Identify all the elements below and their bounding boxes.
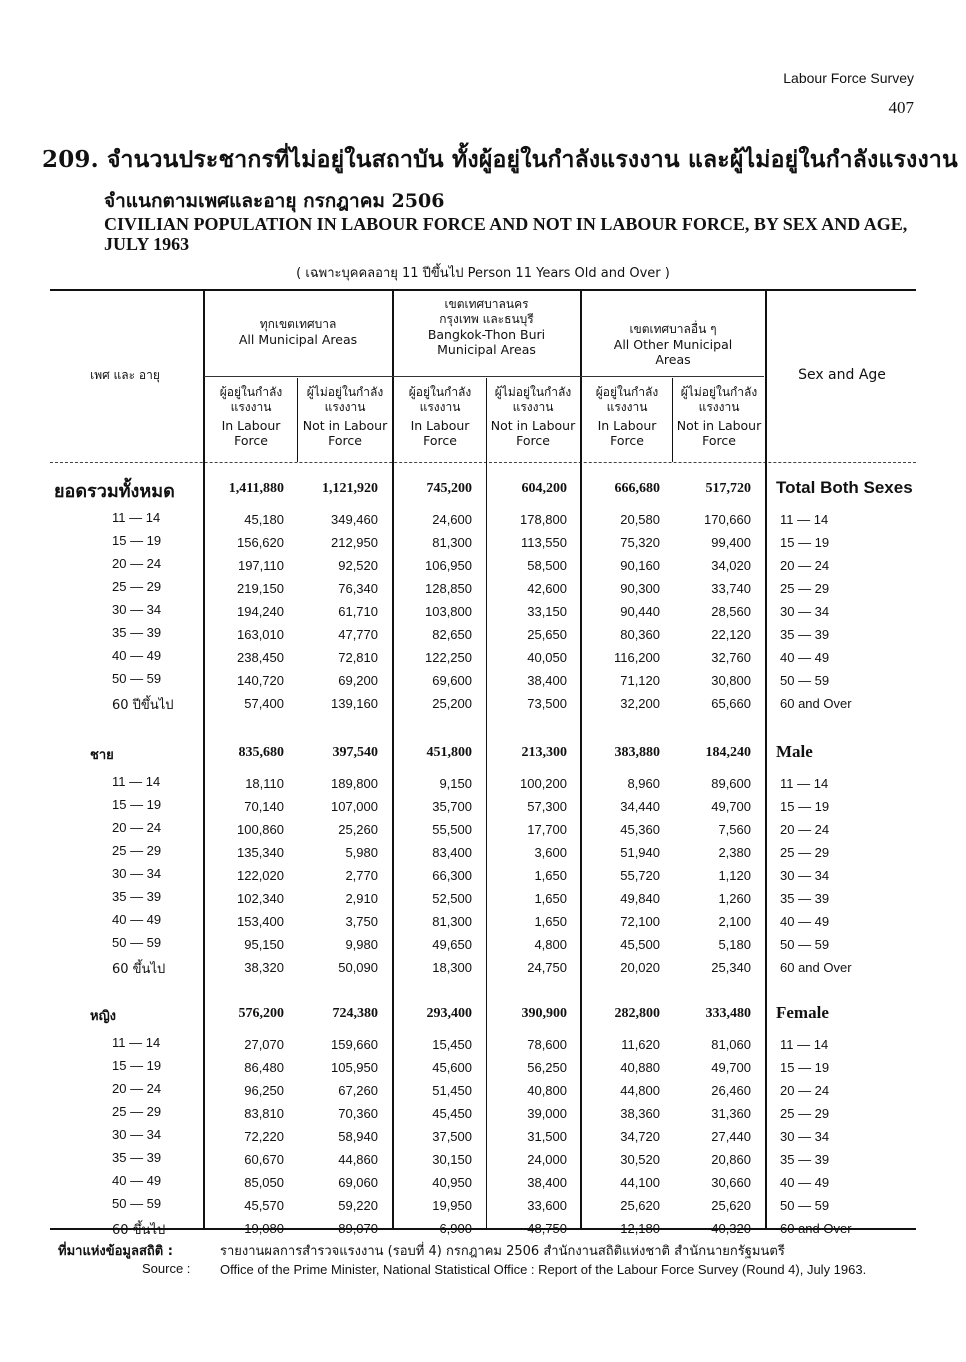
table-cell: 70,140 [244,799,284,814]
table-cell: 58,940 [338,1129,378,1144]
table-cell: 26,460 [711,1083,751,1098]
table-cell: 9,150 [439,776,472,791]
table-cell: 20,860 [711,1152,751,1167]
table-cell: 17,700 [527,822,567,837]
table-cell: 34,020 [711,558,751,573]
age-label-english: 40 — 49 [780,914,830,929]
table-cell: 78,600 [527,1037,567,1052]
table-cell: 38,320 [244,960,284,975]
table-cell: 44,800 [620,1083,660,1098]
table-cell: 72,220 [244,1129,284,1144]
table-cell: 30,800 [711,673,751,688]
table-cell: 71,120 [620,673,660,688]
table-cell: 32,200 [620,696,660,711]
table-cell: 34,720 [620,1129,660,1144]
group-underline [204,376,764,377]
table-cell: 8,960 [627,776,660,791]
age-label-thai: 11 — 14 [112,774,161,789]
age-label-english: 40 — 49 [780,1175,830,1190]
table-cell: 219,150 [237,581,284,596]
header-sex-age-thai: เพศ และ อายุ [90,368,160,382]
total-cell: 397,540 [332,745,378,760]
table-cell: 45,360 [620,822,660,837]
subheader-not-in-labour-force: ผู้ไม่อยู่ในกำลังแรงงาน Not in Labour Force [676,385,762,448]
table-cell: 6,900 [439,1221,472,1236]
age-label-english: 35 — 39 [780,891,830,906]
table-cell: 45,180 [244,512,284,527]
age-label-english: 35 — 39 [780,1152,830,1167]
table-cell: 238,450 [237,650,284,665]
table-cell: 51,940 [620,845,660,860]
table-cell: 28,560 [711,604,751,619]
group-header-all-municipal: ทุกเขตเทศบาล All Municipal Areas [238,317,358,347]
age-label-thai: 11 — 14 [112,510,161,525]
table-cell: 31,360 [711,1106,751,1121]
age-label-thai: 60 ขึ้นไป [112,962,166,977]
table-cell: 40,880 [620,1060,660,1075]
table-cell: 80,360 [620,627,660,642]
table-cell: 107,000 [331,799,378,814]
table-cell: 72,810 [338,650,378,665]
table-cell: 18,110 [245,776,284,791]
total-cell: 745,200 [426,481,472,496]
total-cell: 666,680 [614,481,660,496]
subheader-in-labour-force: ผู้อยู่ในกำลังแรงงาน In Labour Force [595,385,659,448]
table-cell: 69,060 [338,1175,378,1190]
age-label-thai: 40 — 49 [112,912,162,927]
table-cell: 4,800 [534,937,567,952]
table-title-thai: 209. จำนวนประชากรที่ไม่อยู่ในสถาบัน ทั้งผู้อยู่ในกำลังแรงงาน และผู้ไม่อยู่ในกำลังแรงงาน [42,146,958,173]
age-label-english: 30 — 34 [780,1129,830,1144]
age-label-thai: 15 — 19 [112,1058,162,1073]
table-cell: 2,380 [718,845,751,860]
table-cell: 33,600 [527,1198,567,1213]
table-cell: 89,600 [711,776,751,791]
table-cell: 128,850 [425,581,472,596]
age-label-english: 30 — 34 [780,868,830,883]
table-cell: 3,750 [345,914,378,929]
table-cell: 57,300 [527,799,567,814]
age-label-thai: 35 — 39 [112,889,162,904]
table-cell: 83,810 [244,1106,284,1121]
column-divider [765,291,767,1228]
table-cell: 58,500 [527,558,567,573]
age-label-thai: 25 — 29 [112,843,162,858]
age-label-thai: 30 — 34 [112,602,162,617]
age-label-thai: 11 — 14 [112,1035,161,1050]
age-label-english: 50 — 59 [780,673,830,688]
source-thai: รายงานผลการสำรวจแรงงาน (รอบที่ 4) กรกฎาคม 2506 สำนักงานสถิติแห่งชาติ สำนักนายกรัฐมนตรี [220,1244,785,1259]
table-cell: 33,150 [527,604,567,619]
total-cell: 835,680 [238,745,284,760]
table-cell: 90,160 [620,558,660,573]
age-label-thai: 25 — 29 [112,579,162,594]
age-label-thai: 50 — 59 [112,935,162,950]
table-cell: 122,020 [237,868,284,883]
subheader-not-in-labour-force: ผู้ไม่อยู่ในกำลังแรงงาน Not in Labour Force [302,385,388,448]
table-cell: 140,720 [237,673,284,688]
age-label-english: 20 — 24 [780,1083,830,1098]
table-cell: 81,300 [432,914,472,929]
age-label-english: 15 — 19 [780,799,830,814]
table-cell: 57,400 [244,696,284,711]
table-cell: 5,980 [345,845,378,860]
table-cell: 25,650 [527,627,567,642]
table-cell: 92,520 [338,558,378,573]
table-cell: 2,100 [718,914,751,929]
table-cell: 159,660 [331,1037,378,1052]
table-cell: 56,250 [527,1060,567,1075]
subheader-in-labour-force: ผู้อยู่ในกำลังแรงงาน In Labour Force [219,385,283,448]
table-cell: 15,450 [432,1037,472,1052]
table-cell: 55,720 [620,868,660,883]
table-cell: 67,260 [338,1083,378,1098]
age-label-thai: 35 — 39 [112,1150,162,1165]
total-cell: 333,480 [705,1006,751,1021]
table-cell: 9,980 [345,937,378,952]
table-cell: 39,000 [527,1106,567,1121]
table-cell: 60,670 [244,1152,284,1167]
table-cell: 40,800 [527,1083,567,1098]
table-cell: 194,240 [237,604,284,619]
age-label-english: 25 — 29 [780,581,830,596]
table-cell: 139,160 [331,696,378,711]
age-label-english: 20 — 24 [780,822,830,837]
table-cell: 12,180 [620,1221,660,1236]
age-label-thai: 25 — 29 [112,1104,162,1119]
table-cell: 48,750 [527,1221,567,1236]
table-cell: 44,860 [338,1152,378,1167]
total-cell: 1,411,880 [228,481,284,496]
table-cell: 61,710 [338,604,378,619]
table-cell: 31,500 [527,1129,567,1144]
header-sex-age-english: Sex and Age [798,367,886,383]
table-cell: 25,200 [432,696,472,711]
age-label-english: 25 — 29 [780,1106,830,1121]
table-cell: 1,260 [718,891,751,906]
table-cell: 73,500 [527,696,567,711]
age-label-thai: 50 — 59 [112,1196,162,1211]
total-cell: 213,300 [521,745,567,760]
table-cell: 24,750 [527,960,567,975]
table-cell: 2,910 [345,891,378,906]
table-cell: 1,120 [718,868,751,883]
table-cell: 11,620 [621,1037,660,1052]
table-cell: 5,180 [718,937,751,952]
age-label-thai: 40 — 49 [112,648,162,663]
table-cell: 189,800 [331,776,378,791]
table-cell: 27,440 [711,1129,751,1144]
age-label-english: 20 — 24 [780,558,830,573]
table-subtitle-thai: จำแนกตามเพศและอายุ กรกฎาคม 2506 [104,190,445,212]
table-cell: 25,340 [711,960,751,975]
table-cell: 45,570 [244,1198,284,1213]
section-label-thai: ชาย [90,748,114,763]
age-label-english: 60 and Over [780,696,852,711]
table-cell: 82,650 [432,627,472,642]
table-cell: 66,300 [432,868,472,883]
total-cell: 383,880 [614,745,660,760]
group-header-other-municipal: เขตเทศบาลอื่น ๆ All Other Municipal Areas [613,322,733,367]
table-cell: 81,300 [432,535,472,550]
total-cell: 282,800 [614,1006,660,1021]
table-cell: 105,950 [331,1060,378,1075]
table-cell: 20,020 [620,960,660,975]
table-cell: 89,070 [338,1221,378,1236]
subheader-not-in-labour-force: ผู้ไม่อยู่ในกำลังแรงงาน Not in Labour Force [490,385,576,448]
table-cell: 50,090 [338,960,378,975]
table-cell: 96,250 [244,1083,284,1098]
age-label-english: 60 and Over [780,960,852,975]
table-cell: 153,400 [237,914,284,929]
age-label-english: 30 — 34 [780,604,830,619]
table-cell: 212,950 [331,535,378,550]
age-label-thai: 60 ขึ้นไป [112,1223,166,1238]
table-cell: 51,450 [432,1083,472,1098]
table-cell: 44,100 [620,1175,660,1190]
age-label-thai: 15 — 19 [112,533,162,548]
total-cell: 451,800 [426,745,472,760]
source-label-thai: ที่มาแห่งข้อมูลสถิติ : [58,1244,173,1259]
table-cell: 90,300 [620,581,660,596]
group-header-bangkok: เขตเทศบาลนครกรุงเทพ และธนบุรี Bangkok-Thon Buri Municipal Areas [427,297,546,357]
table-cell: 156,620 [237,535,284,550]
table-cell: 45,500 [620,937,660,952]
table-cell: 27,070 [244,1037,284,1052]
table-cell: 99,400 [711,535,751,550]
total-cell: 390,900 [521,1006,567,1021]
table-cell: 20,580 [620,512,660,527]
table-cell: 178,800 [520,512,567,527]
section-label-thai: หญิง [90,1009,116,1024]
age-label-thai: 50 — 59 [112,671,162,686]
table-cell: 1,650 [534,891,567,906]
table-cell: 76,340 [338,581,378,596]
table-cell: 69,200 [338,673,378,688]
age-label-english: 40 — 49 [780,650,830,665]
section-label-english: Total Both Sexes [776,478,913,497]
subheader-in-labour-force: ผู้อยู่ในกำลังแรงงาน In Labour Force [408,385,472,448]
table-cell: 30,520 [620,1152,660,1167]
table-scope-note: ( เฉพาะบุคคลอายุ 11 ปีขึ้นไป Person 11 Years Old and Over ) [296,266,670,281]
table-cell: 7,560 [718,822,751,837]
age-label-thai: 15 — 19 [112,797,162,812]
table-cell: 33,740 [711,581,751,596]
age-label-english: 50 — 59 [780,1198,830,1213]
age-label-english: 15 — 19 [780,535,830,550]
table-cell: 25,620 [620,1198,660,1213]
running-header: Labour Force Survey [783,70,914,86]
table-cell: 59,220 [338,1198,378,1213]
table-cell: 38,400 [527,673,567,688]
table-cell: 49,840 [620,891,660,906]
table-cell: 90,440 [620,604,660,619]
table-cell: 85,050 [244,1175,284,1190]
total-cell: 576,200 [238,1006,284,1021]
section-label-english: Female [776,1003,829,1022]
section-label-thai: ยอดรวมทั้งหมด [54,481,175,502]
table-cell: 40,050 [527,650,567,665]
table-title-english: CIVILIAN POPULATION IN LABOUR FORCE AND NOT IN LABOUR FORCE, BY SEX AND AGE, JULY 1963 [104,214,908,254]
table-cell: 163,010 [237,627,284,642]
table-cell: 24,000 [527,1152,567,1167]
age-label-english: 15 — 19 [780,1060,830,1075]
table-cell: 81,060 [711,1037,751,1052]
table-cell: 86,480 [244,1060,284,1075]
table-cell: 102,340 [237,891,284,906]
table-cell: 49,700 [711,799,751,814]
table-cell: 3,600 [534,845,567,860]
source-english: Office of the Prime Minister, National Statistical Office : Report of the Labour Force Survey (Round 4), July 1963. [220,1262,867,1277]
table-cell: 45,600 [432,1060,472,1075]
table-cell: 100,860 [237,822,284,837]
age-label-thai: 30 — 34 [112,1127,162,1142]
total-cell: 1,121,920 [322,481,378,496]
table-cell: 52,500 [432,891,472,906]
table-cell: 72,100 [620,914,660,929]
table-cell: 18,300 [432,960,472,975]
table-cell: 1,650 [534,914,567,929]
section-label-english: Male [776,742,813,761]
total-cell: 293,400 [426,1006,472,1021]
table-cell: 25,260 [338,822,378,837]
table-cell: 42,600 [527,581,567,596]
table-cell: 116,200 [613,650,660,665]
table-cell: 40,950 [432,1175,472,1190]
table-cell: 40,320 [711,1221,751,1236]
table-cell: 65,660 [711,696,751,711]
age-label-english: 11 — 14 [780,512,829,527]
table-cell: 75,320 [620,535,660,550]
age-label-thai: 30 — 34 [112,866,162,881]
table-cell: 49,650 [432,937,472,952]
table-cell: 32,760 [711,650,751,665]
table-cell: 45,450 [432,1106,472,1121]
table-cell: 170,660 [704,512,751,527]
age-label-thai: 60 ปีขึ้นไป [112,698,174,713]
table-cell: 70,360 [338,1106,378,1121]
age-label-thai: 35 — 39 [112,625,162,640]
table-cell: 30,660 [711,1175,751,1190]
table-cell: 113,550 [520,535,567,550]
table-cell: 25,620 [711,1198,751,1213]
age-label-english: 35 — 39 [780,627,830,642]
age-label-thai: 20 — 24 [112,556,162,571]
table-cell: 106,950 [425,558,472,573]
total-cell: 184,240 [705,745,751,760]
table-cell: 19,950 [432,1198,472,1213]
table-cell: 47,770 [338,627,378,642]
total-cell: 604,200 [521,481,567,496]
age-label-english: 60 and Over [780,1221,852,1236]
table-cell: 95,150 [244,937,284,952]
table-cell: 30,150 [432,1152,472,1167]
age-label-english: 25 — 29 [780,845,830,860]
table-cell: 122,250 [425,650,472,665]
total-cell: 724,380 [332,1006,378,1021]
header-separator [50,462,916,463]
table-cell: 55,500 [432,822,472,837]
age-label-english: 50 — 59 [780,937,830,952]
age-label-thai: 20 — 24 [112,820,162,835]
table-cell: 38,360 [620,1106,660,1121]
table-cell: 197,110 [237,558,284,573]
table-cell: 37,500 [432,1129,472,1144]
table-cell: 34,440 [620,799,660,814]
table-top-rule [50,289,916,291]
table-cell: 22,120 [711,627,751,642]
age-label-english: 11 — 14 [780,776,829,791]
table-cell: 38,400 [527,1175,567,1190]
table-cell: 2,770 [345,868,378,883]
source-label-english: Source : [142,1261,191,1276]
table-cell: 1,650 [534,868,567,883]
table-cell: 24,600 [432,512,472,527]
table-cell: 19,080 [244,1221,284,1236]
table-cell: 69,600 [432,673,472,688]
age-label-english: 11 — 14 [780,1037,829,1052]
age-label-thai: 40 — 49 [112,1173,162,1188]
table-cell: 100,200 [520,776,567,791]
table-cell: 135,340 [237,845,284,860]
table-cell: 103,800 [425,604,472,619]
age-label-thai: 20 — 24 [112,1081,162,1096]
table-cell: 49,700 [711,1060,751,1075]
table-cell: 83,400 [432,845,472,860]
subcolumn-divider [486,378,487,1228]
table-cell: 35,700 [432,799,472,814]
table-cell: 349,460 [331,512,378,527]
total-cell: 517,720 [705,481,751,496]
page-number: 407 [888,98,914,117]
